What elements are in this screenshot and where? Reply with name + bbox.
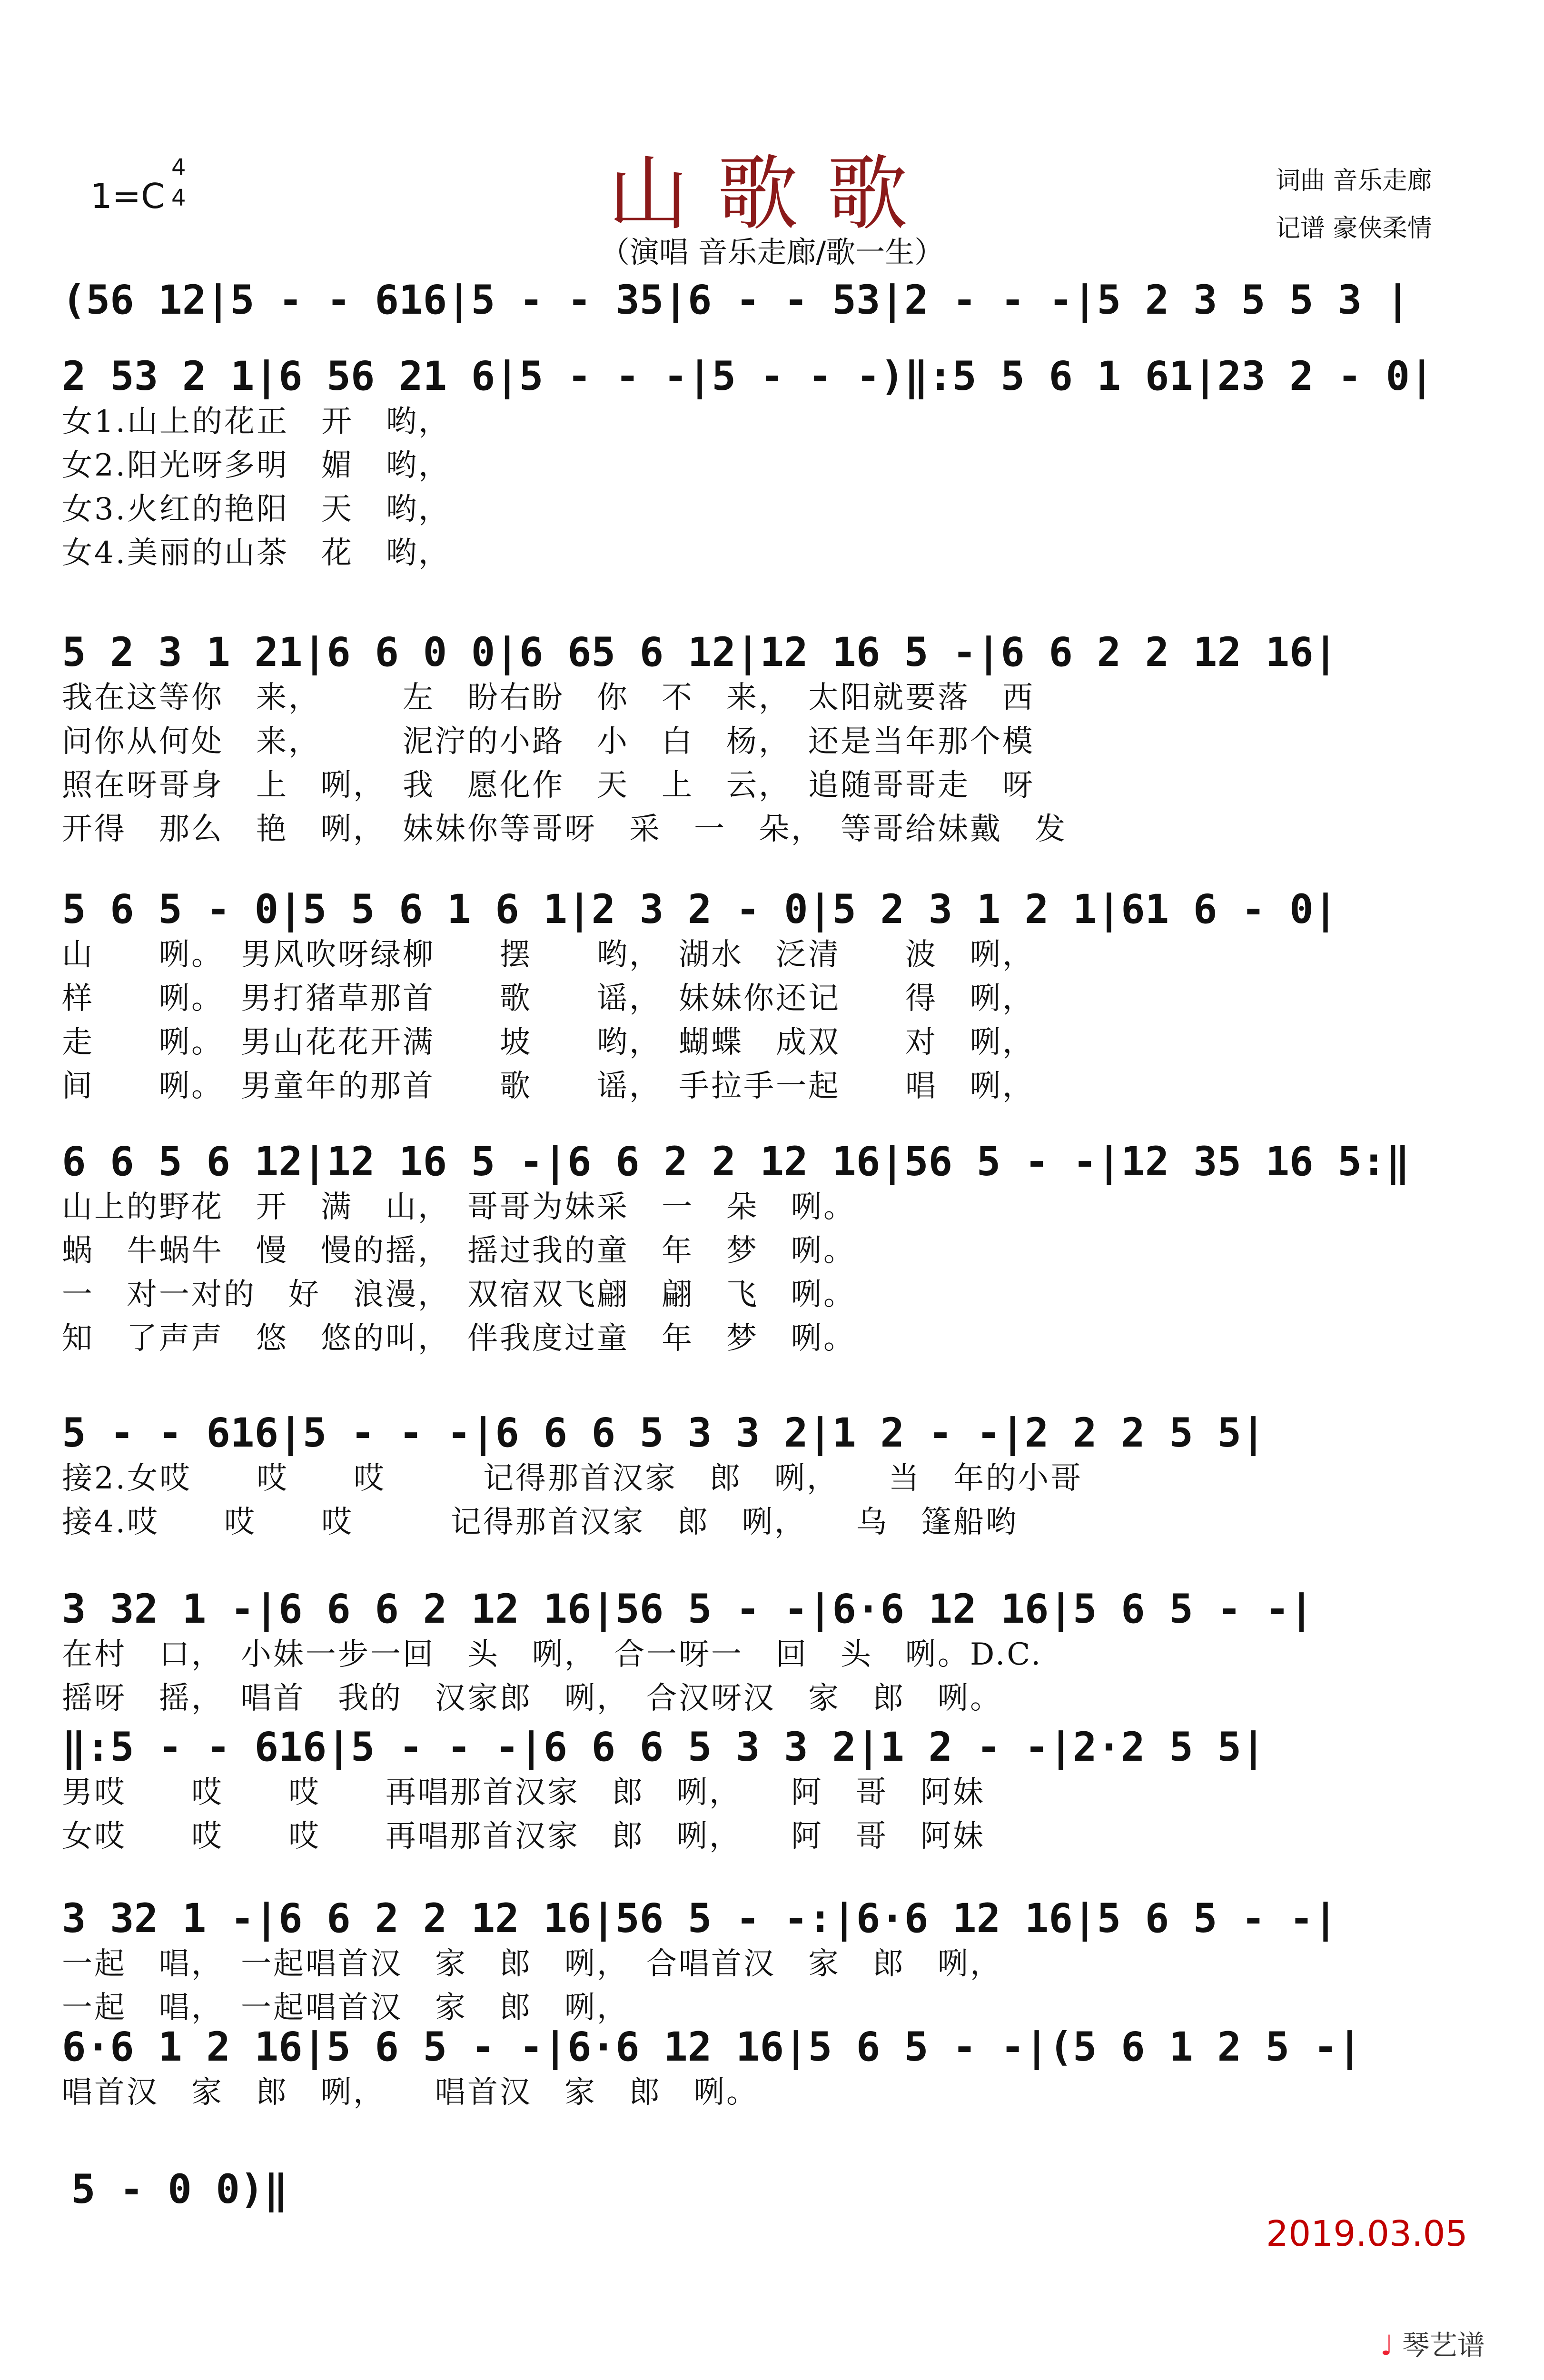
transcriber-credit: 记谱 豪侠柔情 (1276, 214, 1432, 243)
credits (1276, 157, 1432, 252)
time-signature-top: 4 (171, 154, 186, 181)
lyric-line: 女4.美丽的山茶 花 哟， (62, 536, 451, 571)
score-row (62, 1409, 1509, 1544)
notation-line: 5 6 5 - 0|5 5 6 1 6 1|2 3 2 - 0|5 2 3 1 2 1|61 6 - 0| (62, 886, 1338, 932)
lyric-line: 女2.阳光呀多明 媚 哟， (62, 448, 451, 483)
score-row (62, 1723, 1509, 1858)
lyric-line: 一起 唱， 一起唱首汉 家 郎 咧， 合唱首汉 家 郎 咧， (62, 1946, 1002, 1982)
score-row (62, 276, 1509, 324)
final-measure: 5 - 0 0)‖ (71, 2166, 288, 2212)
score-row (62, 1138, 1509, 1360)
logo-text: 琴艺谱 (1402, 2329, 1485, 2361)
lyric-line: 蜗 牛蜗牛 慢 慢的摇， 摇过我的童 年 梦 咧。 (62, 1233, 856, 1269)
score-row (62, 1585, 1509, 1720)
notation-line: ‖:5 - - 616|5 - - -|6 6 6 5 3 3 2|1 2 - -|2·2 5 5| (62, 1724, 1266, 1770)
singer-line: （演唱 音乐走廊/歌一生） (600, 235, 944, 269)
time-signature-bottom: 4 (171, 185, 186, 211)
notation-line: 2 53 2 1|6 56 21 6|5 - - -|5 - - -)‖:5 5 6 1 61|23 2 - 0| (62, 353, 1434, 399)
lyric-line: 样 咧。 男打猪草那首 歌 谣， 妹妹你还记 得 咧， (62, 981, 1035, 1016)
lyric-line: 接2.女哎 哎 哎 记得那首汉家 郎 咧， 当 年的小哥 (62, 1461, 1083, 1496)
lyric-line: 男哎 哎 哎 再唱那首汉家 郎 咧， 阿 哥 阿妹 (62, 1775, 985, 1810)
lyric-line: 唱首汉 家 郎 咧， 唱首汉 家 郎 咧。 (62, 2075, 759, 2110)
notation-line: 6·6 1 2 16|5 6 5 - -|6·6 12 16|5 6 5 - -|(5 6 1 2 5 -| (62, 2023, 1362, 2070)
score-row (62, 628, 1509, 851)
date-stamp: 2019.03.05 (1266, 2213, 1468, 2254)
lyric-line: 间 咧。 男童年的那首 歌 谣， 手拉手一起 唱 咧， (62, 1069, 1035, 1104)
lyric-line: 一起 唱， 一起唱首汉 家 郎 咧， (62, 1990, 629, 2025)
lyric-line: 我在这等你 来， 左 盼右盼 你 不 来， 太阳就要落 西 (62, 680, 1035, 715)
lyric-line: 接4.哎 哎 哎 记得那首汉家 郎 咧， 乌 篷船哟 (62, 1505, 1019, 1540)
score-row (62, 1894, 1509, 2030)
lyric-line: 一 对一对的 好 浪漫， 双宿双飞翩 翩 飞 咧。 (62, 1277, 856, 1312)
notation-line: 5 2 3 1 21|6 6 0 0|6 65 6 12|12 16 5 -|6 6 2 2 12 16| (62, 629, 1338, 675)
site-logo (1380, 2323, 1485, 2363)
notation-line: 3 32 1 -|6 6 2 2 12 16|56 5 - -:|6·6 12 16|5 6 5 - -| (62, 1895, 1338, 1942)
notation-line: (56 12|5 - - 616|5 - - 35|6 - - 53|2 - - -|5 2 3 5 5 3 | (62, 277, 1410, 323)
lyric-line: 女哎 哎 哎 再唱那首汉家 郎 咧， 阿 哥 阿妹 (62, 1819, 985, 1854)
lyric-line: 摇呀 摇， 唱首 我的 汉家郎 咧， 合汉呀汉 家 郎 咧。 (62, 1681, 1002, 1716)
logo-icon: ♩ (1380, 2329, 1394, 2361)
notation-line: 5 - - 616|5 - - -|6 6 6 5 3 3 2|1 2 - -|2 2 2 5 5| (62, 1409, 1266, 1456)
score-row (62, 2023, 1509, 2114)
lyric-line: 问你从何处 来， 泥泞的小路 小 白 杨， 还是当年那个模 (62, 724, 1035, 759)
score-row (62, 885, 1509, 1108)
score-row (62, 352, 1509, 575)
lyric-line: 山上的野花 开 满 山， 哥哥为妹采 一 朵 咧。 (62, 1190, 856, 1225)
lyric-line: 山 咧。 男风吹呀绿柳 摆 哟， 湖水 泛清 波 咧， (62, 937, 1035, 972)
song-title: 山歌歌 (607, 147, 936, 241)
key-signature: 1=C (90, 176, 165, 216)
lyric-line: 开得 那么 艳 咧， 妹妹你等哥呀 采 一 朵， 等哥给妹戴 发 (62, 812, 1067, 847)
lyric-line: 女3.火红的艳阳 天 哟， (62, 492, 451, 527)
lyric-line: 女1.山上的花正 开 哟， (62, 404, 451, 439)
lyric-line: 走 咧。 男山花花开满 坡 哟， 蝴蝶 成双 对 咧， (62, 1025, 1035, 1060)
notation-line: 3 32 1 -|6 6 6 2 12 16|56 5 - -|6·6 12 16|5 6 5 - -| (62, 1586, 1314, 1632)
lyric-line: 知 了声声 悠 悠的叫， 伴我度过童 年 梦 咧。 (62, 1321, 856, 1356)
lyric-line: 照在呀哥身 上 咧， 我 愿化作 天 上 云， 追随哥哥走 呀 (62, 768, 1035, 803)
composer-credit: 词曲 音乐走廊 (1276, 167, 1432, 195)
notation-line: 6 6 5 6 12|12 16 5 -|6 6 2 2 12 16|56 5 - -|12 35 16 5:‖ (62, 1138, 1410, 1185)
lyric-line: 在村 口， 小妹一步一回 头 咧， 合一呀一 回 头 咧。D.C. (62, 1637, 1043, 1672)
